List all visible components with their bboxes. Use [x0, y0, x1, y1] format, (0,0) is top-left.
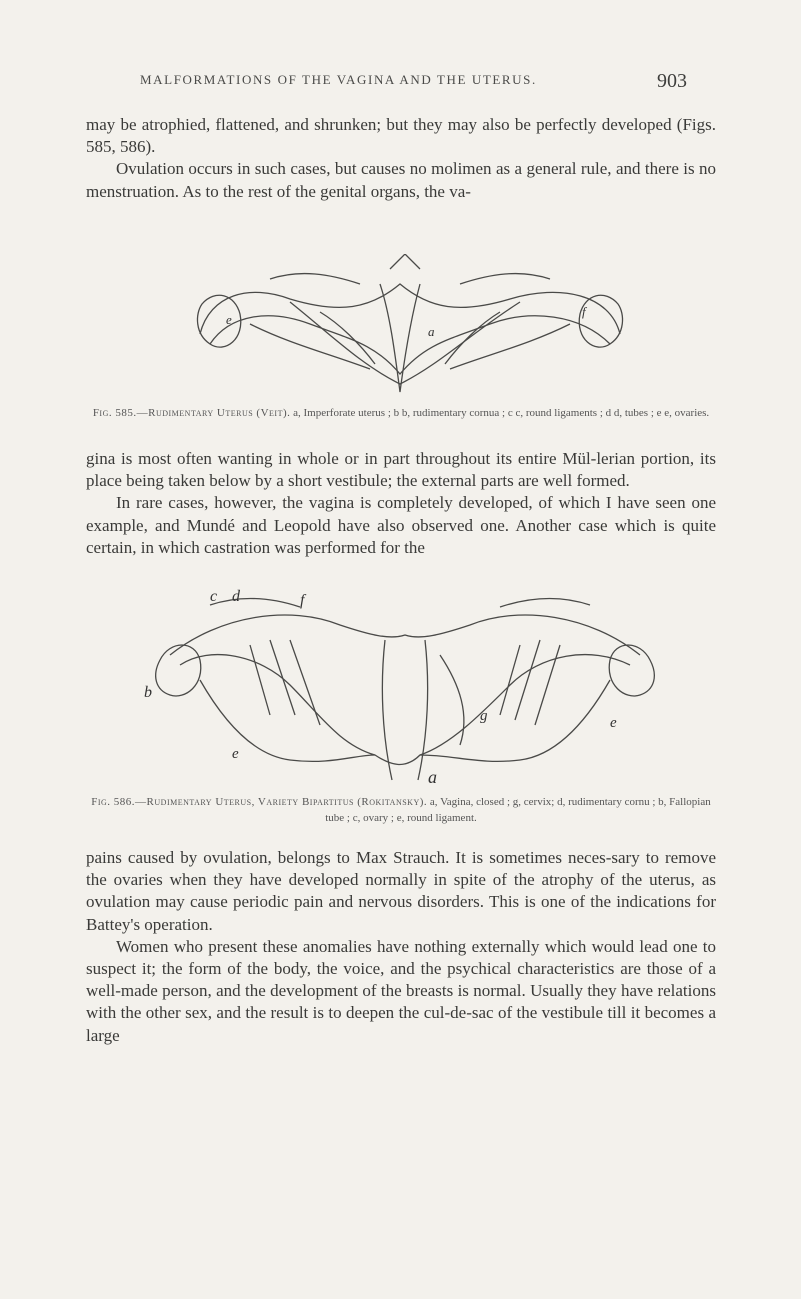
paragraph-4: In rare cases, however, the vagina is completely developed, of which I have seen one example, and Mundé and Leopold have also observed one. Another case which is quite certain, in which castration was performed for the [86, 493, 716, 557]
fig585-label-e: e [226, 312, 232, 327]
fig585-caption-label: Fig. 585.—Rudimentary Uterus (Veit). [92, 407, 291, 419]
text-block-top [86, 114, 716, 203]
paragraph-5: pains caused by ovulation, belongs to Max Strauch. It is sometimes neces-sary to remove the ovaries when they have developed normally in spite of the atrophy of the uterus, as ovulation may cause periodic pain and nervous disorders. This is one of the indications for Battey's operation. [86, 848, 716, 934]
figure-585-illustration [190, 254, 630, 399]
fig586-label-e-left: e [232, 746, 239, 762]
paragraph-1: may be atrophied, flattened, and shrunken; but they may also be perfectly developed (Figs. 585, 586). [86, 115, 716, 157]
page-number: 903 [657, 70, 687, 92]
fig586-label-b: b [144, 684, 152, 701]
fig586-label-c: c [210, 588, 218, 605]
fig586-label-a: a [428, 767, 437, 785]
figure-586-illustration [140, 585, 670, 785]
text-block-middle [86, 448, 716, 559]
text-block-bottom [86, 847, 716, 1047]
fig585-caption-text: a, Imperforate uterus ; b b, rudimentary cornua ; c c, round ligaments ; d d, tubes ; e e, ovaries. [293, 407, 710, 419]
figure-585-caption [86, 405, 716, 421]
figure-586-caption [86, 794, 716, 826]
fig586-caption-text: a, Vagina, closed ; g, cervix; d, rudimentary cornu ; b, Fallopian tube ; c, ovary ; e, round ligament. [325, 796, 711, 824]
fig586-label-d: d [232, 588, 240, 605]
paragraph-3: gina is most often wanting in whole or in part throughout its entire Mül-lerian portion, its place being taken below by a short vestibule; the external parts are well formed. [86, 449, 716, 491]
fig586-caption-label: Fig. 586.—Rudimentary Uterus, Variety Bipartitus (Rokitansky). [91, 796, 428, 808]
paragraph-2: Ovulation occurs in such cases, but causes no molimen as a general rule, and there is no menstruation. As to the rest of the genital organs, the va- [86, 159, 716, 201]
running-title: MALFORMATIONS OF THE VAGINA AND THE UTERUS. [140, 72, 537, 87]
fig586-label-e-right: e [610, 715, 617, 731]
fig585-label-a: a [428, 324, 435, 339]
fig585-label-f: f [582, 304, 586, 319]
fig586-label-f: f [300, 592, 305, 609]
paragraph-6: Women who present these anomalies have nothing externally which would lead one to suspect it; the form of the body, the voice, and the psychical characteristics are those of a well-made person, and the development of the breasts is normal. Usually they have relations with the other sex, and the result is to deepen the cul-de-sac of the vestibule till it becomes a large [86, 936, 716, 1045]
fig586-label-g: g [480, 708, 488, 724]
